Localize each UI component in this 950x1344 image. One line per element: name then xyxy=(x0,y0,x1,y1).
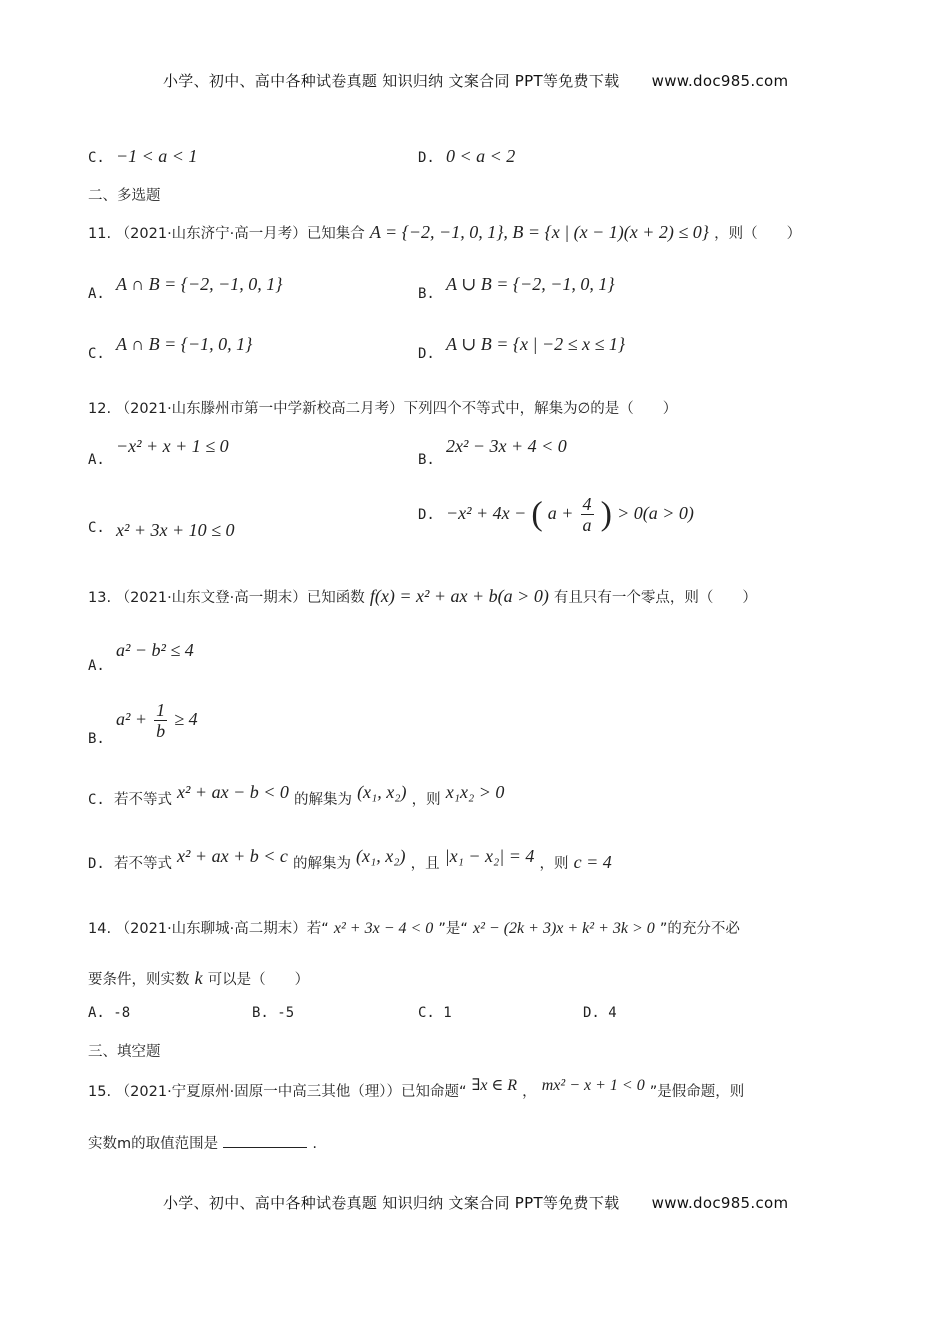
question-15-line2: 实数m的取值范围是 . xyxy=(88,1132,317,1153)
question-13: 13. （2021·山东文登·高一期末）已知函数 f(x) = x² + ax + b(a > 0) 有且只有一个零点，则（ ） xyxy=(88,586,757,606)
q12-option-d: D. −x² + 4x − ( a + $\frac{4}{a}$ ) > 0(a > 0) xyxy=(418,494,694,535)
fraction-1-over-b: $\frac{1}{b}$ xyxy=(156,700,166,741)
fraction-4-over-a: $\frac{4}{a}$ xyxy=(582,494,592,535)
q14-option-b: B. -5 xyxy=(252,1005,295,1021)
q13-option-a: A. a² − b² ≤ 4 xyxy=(88,640,194,674)
section-title-multi-choice: 二、多选题 xyxy=(88,188,161,204)
footer-text: 小学、初中、高中各种试卷真题 知识归纳 文案合同 PPT等免费下载 xyxy=(163,1194,620,1212)
prev-option-d: D. 0 < a < 2 xyxy=(418,146,516,166)
q14-option-a: A. -8 xyxy=(88,1005,131,1021)
q11-option-b: B. A ∪ B = {−2, −1, 0, 1} xyxy=(418,274,615,302)
q12-option-c: C. x² + 3x + 10 ≤ 0 xyxy=(88,520,235,540)
q14-option-c: C. 1 xyxy=(418,1005,452,1021)
header-site: www.doc985.com xyxy=(651,72,789,90)
q11-option-a: A. A ∩ B = {−2, −1, 0, 1} xyxy=(88,274,283,302)
question-12: 12. （2021·山东滕州市第一中学新校高二月考）下列四个不等式中，解集为∅的是（ ） xyxy=(88,401,678,417)
q12-option-b: B. 2x² − 3x + 4 < 0 xyxy=(418,436,567,468)
q14-option-d: D. 4 xyxy=(583,1005,617,1021)
answer-blank[interactable] xyxy=(223,1133,307,1148)
q11-option-d: D. A ∪ B = {x | −2 ≤ x ≤ 1} xyxy=(418,334,626,362)
question-14: 14. （2021·山东聊城·高二期末）若“ x² + 3x − 4 < 0 ”是“ x² − (2k + 3)x + k² + 3k > 0 ”的充分不必 xyxy=(88,920,740,937)
q11-option-c: C. A ∩ B = {−1, 0, 1} xyxy=(88,334,253,362)
header-text: 小学、初中、高中各种试卷真题 知识归纳 文案合同 PPT等免费下载 xyxy=(163,72,620,90)
prev-option-c: C. −1 < a < 1 xyxy=(88,146,198,166)
section-title-fill-in: 三、填空题 xyxy=(88,1044,161,1060)
page-footer xyxy=(163,1192,788,1213)
q13-option-b: B. a² + $\frac{1}{b}$ ≥ 4 xyxy=(88,700,198,747)
q12-option-a: A. −x² + x + 1 ≤ 0 xyxy=(88,436,229,468)
question-15: 15. （2021·宁夏原州·固原一中高三其他（理））已知命题“ ∃x ∈ R ， mx² − x + 1 < 0 ”是假命题，则 xyxy=(88,1077,745,1100)
question-11: 11. （2021·山东济宁·高一月考）已知集合 A = {−2, −1, 0, 1}, B = {x | (x − 1)(x + 2) ≤ 0} ，则（ ） xyxy=(88,222,802,242)
page-header xyxy=(163,70,788,91)
q13-option-c: C. 若不等式 x² + ax − b < 0 的解集为 (x₁, x₂) ，则 x₁x₂ > 0 xyxy=(88,782,505,808)
footer-site: www.doc985.com xyxy=(651,1194,789,1212)
q13-option-d: D. 若不等式 x² + ax + b < c 的解集为 (x₁, x₂) ，且 |x₁ − x₂| = 4 ，则 c = 4 xyxy=(88,846,612,872)
question-14-line2: 要条件，则实数 k 可以是（ ） xyxy=(88,968,310,988)
